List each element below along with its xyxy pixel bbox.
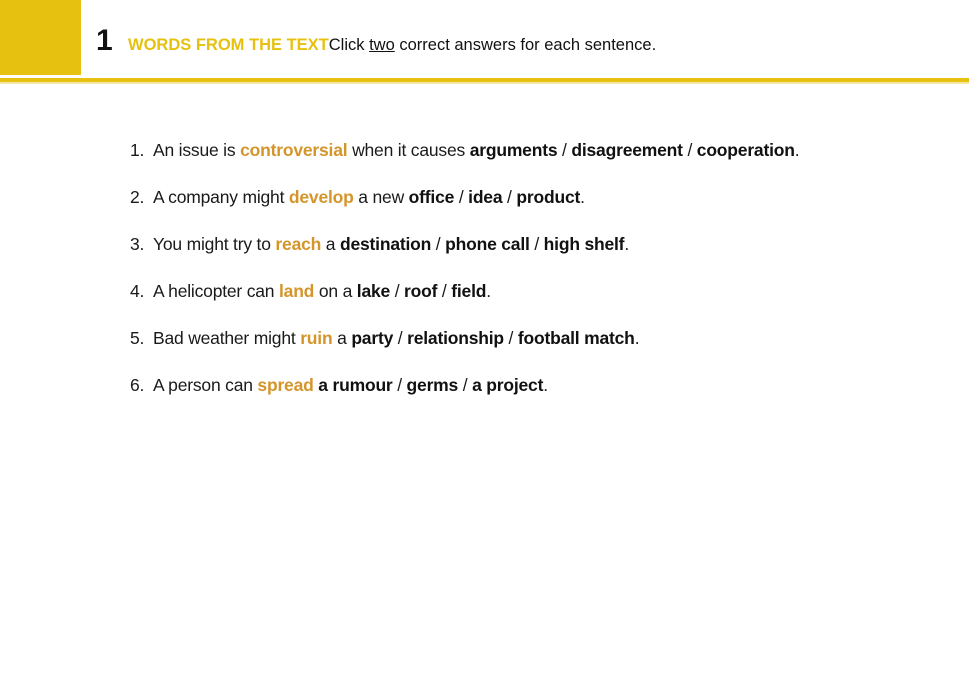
answer-option[interactable]: destination <box>339 234 432 254</box>
sentence-middle: when it causes <box>347 140 470 160</box>
question-item <box>130 187 799 234</box>
instruction-emphasis: two <box>369 36 395 54</box>
answer-option[interactable]: roof <box>404 281 438 301</box>
option-separator: / <box>437 281 452 301</box>
instructions <box>128 36 656 55</box>
sentence-start: A person can <box>153 375 258 395</box>
question-number: 4. <box>130 281 145 301</box>
option-separator: / <box>454 187 469 207</box>
answer-option[interactable]: idea <box>468 187 503 207</box>
keyword: controversial <box>240 140 348 160</box>
question-number: 2. <box>130 187 145 207</box>
sentence-end: . <box>486 281 491 301</box>
option-separator: / <box>682 140 697 160</box>
answer-option[interactable]: a project <box>472 375 544 395</box>
answer-option[interactable]: phone call <box>445 234 530 254</box>
option-separator: / <box>529 234 544 254</box>
option-separator: / <box>502 187 517 207</box>
option-separator: / <box>431 234 446 254</box>
answer-option[interactable]: lake <box>356 281 391 301</box>
answer-option[interactable]: product <box>516 187 581 207</box>
answer-option[interactable]: disagreement <box>571 140 683 160</box>
header-accent-block <box>0 0 81 75</box>
option-separator: / <box>503 328 518 348</box>
option-separator: / <box>393 328 408 348</box>
instruction-text: Click <box>328 36 370 54</box>
sentence-start: Bad weather might <box>153 328 301 348</box>
question-number: 5. <box>130 328 145 348</box>
question-item <box>130 375 799 422</box>
sentence-middle: a new <box>353 187 409 207</box>
option-separator: / <box>390 281 405 301</box>
sentence-middle: a <box>332 328 352 348</box>
answer-option[interactable]: high shelf <box>543 234 625 254</box>
question-item <box>130 328 799 375</box>
option-separator: / <box>392 375 407 395</box>
instruction-text-end: correct answers for each sentence. <box>394 36 657 54</box>
question-item <box>130 234 799 281</box>
question-number: 3. <box>130 234 145 254</box>
sentence-start: A helicopter can <box>153 281 279 301</box>
sentence-end: . <box>634 328 640 348</box>
keyword: reach <box>275 234 322 254</box>
sentence-middle: on a <box>314 281 357 301</box>
section-title: WORDS FROM THE TEXT <box>128 36 329 54</box>
answer-option[interactable]: relationship <box>407 328 504 348</box>
sentence-end: . <box>580 187 585 207</box>
option-separator: / <box>557 140 572 160</box>
question-number: 1. <box>130 140 145 160</box>
keyword: land <box>279 281 315 301</box>
sentence-start: A company might <box>153 187 289 207</box>
question-number: 6. <box>130 375 145 395</box>
sentence-middle: a <box>321 234 340 254</box>
exercise-number: 1 <box>96 24 113 57</box>
keyword: develop <box>288 187 354 207</box>
sentence-end: . <box>543 375 548 395</box>
answer-option[interactable]: cooperation <box>696 140 795 160</box>
option-separator: / <box>458 375 473 395</box>
question-list <box>130 140 799 422</box>
sentence-end: . <box>794 140 800 160</box>
answer-option[interactable]: office <box>408 187 455 207</box>
sentence-start: You might try to <box>153 234 276 254</box>
answer-option[interactable]: field <box>451 281 487 301</box>
sentence-start: An issue is <box>153 140 241 160</box>
answer-option[interactable]: arguments <box>469 140 558 160</box>
question-item <box>130 140 799 187</box>
answer-option[interactable]: germs <box>406 375 459 395</box>
question-item <box>130 281 799 328</box>
sentence-end: . <box>624 234 629 254</box>
keyword: ruin <box>300 328 333 348</box>
answer-option[interactable]: party <box>351 328 394 348</box>
header-divider-shadow <box>0 82 969 84</box>
keyword: spread <box>257 375 314 395</box>
answer-option[interactable]: football match <box>517 328 635 348</box>
answer-option[interactable]: a rumour <box>318 375 393 395</box>
